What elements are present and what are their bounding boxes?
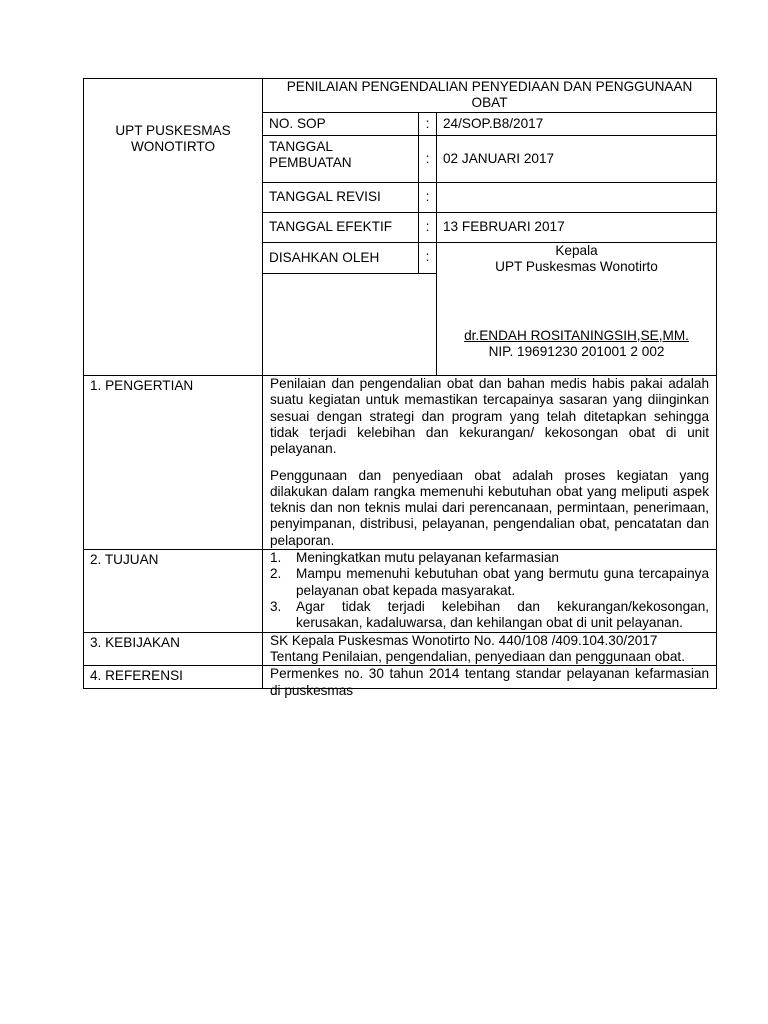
label-no-sop: NO. SOP (263, 112, 419, 135)
list-item (270, 599, 709, 632)
label-tanggal-efektif: TANGGAL EFEKTIF (263, 212, 419, 242)
label-tanggal-pembuatan-text: TANGGAL PEMBUATAN (269, 138, 352, 171)
signature-space (437, 276, 716, 328)
list-text: Meningkatkan mutu pelayanan kefarmasian (296, 550, 559, 566)
colon: : (419, 182, 437, 212)
kebijakan-line-1: SK Kepala Puskesmas Wonotirto No. 440/108 /409.104.30/2017 (270, 632, 658, 648)
tujuan-list (270, 550, 709, 632)
list-item (270, 566, 709, 599)
label-tanggal-revisi: TANGGAL REVISI (263, 182, 419, 212)
kebijakan-line-2: Tentang Penilaian, pengendalian, penyediaan dan penggunaan obat. (270, 648, 685, 664)
section-label-pengertian: 1. PENGERTIAN (84, 375, 263, 549)
referensi-text: Permenkes no. 30 tahun 2014 tentang standar pelayanan kefarmasian di puskesmas (270, 666, 710, 698)
list-number: 2. (270, 566, 282, 582)
value-no-sop: 24/SOP.B8/2017 (437, 112, 717, 135)
approval-name: dr.ENDAH ROSITANINGSIH,SE,MM. (464, 327, 689, 343)
section-label-kebijakan: 3. KEBIJAKAN (84, 632, 263, 666)
document-title: PENILAIAN PENGENDALIAN PENYEDIAAN DAN PENGGUNAAN OBAT (263, 79, 717, 113)
value-tanggal-revisi (437, 182, 717, 212)
list-number: 1. (270, 550, 282, 566)
approval-block (437, 242, 717, 375)
colon: : (419, 212, 437, 242)
value-tanggal-efektif: 13 FEBRUARI 2017 (437, 212, 717, 242)
list-number: 3. (270, 599, 282, 614)
section-label-referensi: 4. REFERENSI (84, 666, 263, 689)
pengertian-paragraph-2: Penggunaan dan penyediaan obat adalah proses kegiatan yang dilakukan dalam rangka memenuhi kebutuhan obat yang meliputi aspek teknis dan non teknis mulai dari perencanaan, permintaan, penerimaan, penyimpanan, distribusi, pelayanan, pengendalian obat, pencatatan dan pelaporan. (270, 467, 710, 548)
sop-table (83, 78, 717, 698)
organization-cell (84, 79, 263, 376)
value-tanggal-pembuatan: 02 JANUARI 2017 (437, 135, 717, 182)
pengertian-paragraph-1: Penilaian dan pengendalian obat dan bahan medis habis pakai adalah suatu kegiatan untuk memastikan tercapainya sasaran yang diinginkan sesuai dengan strategi dan program yang telah ditetapkan sehingga tidak terjadi kelebihan dan kekurangan/ kekosongan obat di unit pelayanan. (270, 375, 710, 457)
list-item (270, 550, 709, 566)
label-tanggal-pembuatan (263, 135, 419, 182)
label-disahkan-oleh: DISAHKAN OLEH (263, 242, 419, 273)
section-label-tujuan: 2. TUJUAN (84, 550, 263, 633)
empty-cell (263, 273, 437, 375)
colon: : (419, 112, 437, 135)
approval-position-line1: Kepala (555, 242, 598, 258)
colon: : (419, 135, 437, 182)
section-body-kebijakan (263, 632, 717, 666)
section-body-tujuan (263, 550, 717, 633)
section-body-referensi (263, 666, 717, 698)
organization-name: UPT PUSKESMAS WONOTIRTO (115, 123, 231, 155)
list-text: Agar tidak terjadi kelebihan dan kekurangan/kekosongan, kerusakan, kadaluwarsa, dan kehilangan obat di unit pelayanan. (296, 599, 710, 631)
approval-nip: NIP. 19691230 201001 2 002 (488, 343, 665, 359)
list-text: Mampu memenuhi kebutuhan obat yang bermutu guna tercapainya pelayanan obat kepada masyarakat. (296, 566, 710, 598)
colon: : (419, 242, 437, 273)
approval-position-line2: UPT Puskesmas Wonotirto (495, 259, 658, 275)
section-body-pengertian (263, 375, 717, 549)
